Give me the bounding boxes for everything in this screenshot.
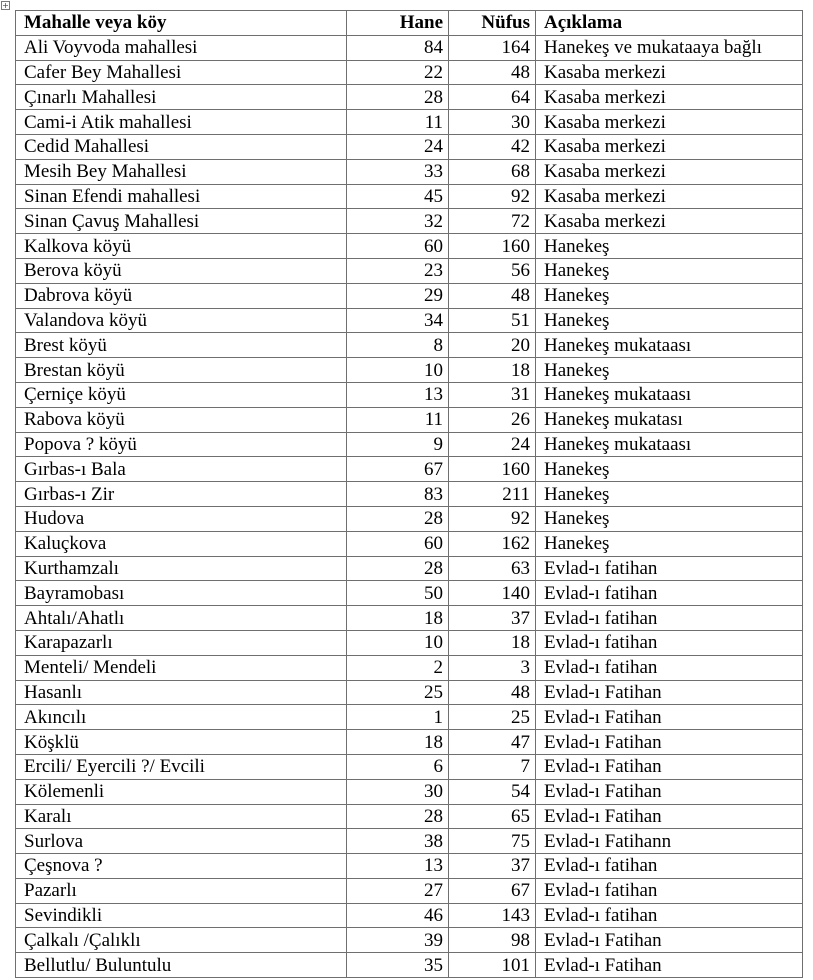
cell-nufus: 56 [449,258,536,283]
cell-name: Hudova [16,506,347,531]
cell-hane: 13 [347,854,449,879]
cell-hane: 28 [347,556,449,581]
cell-nufus: 25 [449,705,536,730]
cell-aciklama: Kasaba merkezi [536,159,803,184]
cell-aciklama: Hanekeş [536,308,803,333]
cell-aciklama: Kasaba merkezi [536,110,803,135]
cell-nufus: 143 [449,903,536,928]
header-aciklama: Açıklama [536,11,803,36]
cell-aciklama: Hanekeş mukataası [536,333,803,358]
table-row [16,159,803,184]
cell-hane: 24 [347,134,449,159]
cell-name: Kölemenli [16,779,347,804]
cell-name: Ali Voyvoda mahallesi [16,35,347,60]
cell-nufus: 140 [449,581,536,606]
cell-hane: 23 [347,258,449,283]
cell-name: Bayramobası [16,581,347,606]
cell-aciklama: Hanekeş [536,283,803,308]
cell-name: Çerniçe köyü [16,382,347,407]
table-row [16,854,803,879]
cell-aciklama: Hanekeş [536,506,803,531]
table-row [16,655,803,680]
cell-hane: 50 [347,581,449,606]
cell-aciklama: Hanekeş [536,482,803,507]
cell-aciklama: Hanekeş [536,358,803,383]
table-body [16,35,803,977]
cell-hane: 11 [347,407,449,432]
cell-hane: 11 [347,110,449,135]
cell-name: Çeşnova ? [16,854,347,879]
table-row [16,928,803,953]
table-row [16,779,803,804]
cell-name: Akıncılı [16,705,347,730]
cell-nufus: 20 [449,333,536,358]
table-header-row [16,11,803,36]
table-row [16,903,803,928]
cell-nufus: 92 [449,184,536,209]
cell-nufus: 48 [449,60,536,85]
table-row [16,556,803,581]
cell-nufus: 64 [449,85,536,110]
table-row [16,606,803,631]
cell-aciklama: Evlad-ı fatihan [536,581,803,606]
cell-hane: 33 [347,159,449,184]
cell-nufus: 162 [449,531,536,556]
cell-nufus: 67 [449,878,536,903]
cell-name: Pazarlı [16,878,347,903]
cell-aciklama: Hanekeş [536,531,803,556]
header-nufus: Nüfus [449,11,536,36]
cell-hane: 45 [347,184,449,209]
cell-name: Kurthamzalı [16,556,347,581]
table-row [16,705,803,730]
cell-nufus: 48 [449,680,536,705]
cell-name: Valandova köyü [16,308,347,333]
table-row [16,878,803,903]
table-row [16,85,803,110]
settlement-table [15,10,803,978]
cell-hane: 28 [347,506,449,531]
cell-name: Rabova köyü [16,407,347,432]
cell-hane: 28 [347,804,449,829]
cell-hane: 60 [347,234,449,259]
cell-nufus: 37 [449,854,536,879]
cell-hane: 1 [347,705,449,730]
cell-nufus: 30 [449,110,536,135]
cell-aciklama: Evlad-ı Fatihann [536,829,803,854]
cell-name: Mesih Bey Mahallesi [16,159,347,184]
cell-aciklama: Hanekeş [536,234,803,259]
cell-hane: 22 [347,60,449,85]
table-row [16,60,803,85]
cell-hane: 10 [347,358,449,383]
cell-aciklama: Hanekeş mukatası [536,407,803,432]
cell-nufus: 18 [449,630,536,655]
cell-name: Cafer Bey Mahallesi [16,60,347,85]
table-row [16,184,803,209]
cell-hane: 39 [347,928,449,953]
cell-aciklama: Evlad-ı fatihan [536,556,803,581]
cell-nufus: 68 [449,159,536,184]
cell-name: Hasanlı [16,680,347,705]
cell-nufus: 54 [449,779,536,804]
cell-name: Çalkalı /Çalıklı [16,928,347,953]
cell-aciklama: Hanekeş mukataası [536,432,803,457]
cell-name: Gırbas-ı Bala [16,457,347,482]
cell-nufus: 160 [449,234,536,259]
cell-hane: 8 [347,333,449,358]
header-hane: Hane [347,11,449,36]
cell-nufus: 92 [449,506,536,531]
cell-hane: 35 [347,953,449,978]
cell-aciklama: Hanekeş [536,457,803,482]
header-name: Mahalle veya köy [16,11,347,36]
cell-nufus: 63 [449,556,536,581]
cell-nufus: 164 [449,35,536,60]
cell-hane: 83 [347,482,449,507]
cell-name: Çınarlı Mahallesi [16,85,347,110]
table-row [16,630,803,655]
cell-nufus: 24 [449,432,536,457]
cell-name: Cami-i Atik mahallesi [16,110,347,135]
cell-hane: 29 [347,283,449,308]
cell-nufus: 51 [449,308,536,333]
cell-aciklama: Evlad-ı fatihan [536,878,803,903]
cell-aciklama: Kasaba merkezi [536,134,803,159]
cell-name: Brest köyü [16,333,347,358]
table-row [16,754,803,779]
cell-nufus: 75 [449,829,536,854]
cell-hane: 60 [347,531,449,556]
cell-nufus: 37 [449,606,536,631]
cell-aciklama: Kasaba merkezi [536,85,803,110]
cell-nufus: 101 [449,953,536,978]
table-row [16,730,803,755]
cell-nufus: 26 [449,407,536,432]
cell-aciklama: Kasaba merkezi [536,60,803,85]
table-row [16,134,803,159]
cell-hane: 18 [347,606,449,631]
table-row [16,308,803,333]
cell-hane: 38 [347,829,449,854]
table-row [16,333,803,358]
table-row [16,953,803,978]
cell-aciklama: Kasaba merkezi [536,184,803,209]
cell-aciklama: Evlad-ı Fatihan [536,680,803,705]
cell-name: Cedid Mahallesi [16,134,347,159]
cell-name: Menteli/ Mendeli [16,655,347,680]
cell-name: Brestan köyü [16,358,347,383]
cell-hane: 6 [347,754,449,779]
cell-nufus: 65 [449,804,536,829]
cell-aciklama: Evlad-ı Fatihan [536,730,803,755]
table-row [16,110,803,135]
cell-aciklama: Evlad-ı Fatihan [536,754,803,779]
table-row [16,531,803,556]
cell-aciklama: Evlad-ı fatihan [536,854,803,879]
cell-hane: 32 [347,209,449,234]
cell-nufus: 42 [449,134,536,159]
table-row [16,457,803,482]
table-row [16,829,803,854]
cell-name: Köşklü [16,730,347,755]
table-row [16,382,803,407]
cell-name: Kaluçkova [16,531,347,556]
cell-name: Popova ? köyü [16,432,347,457]
table-row [16,234,803,259]
cell-nufus: 98 [449,928,536,953]
table-row [16,680,803,705]
cell-aciklama: Evlad-ı Fatihan [536,804,803,829]
cell-aciklama: Evlad-ı Fatihan [536,928,803,953]
table-row [16,407,803,432]
cell-nufus: 31 [449,382,536,407]
cell-hane: 9 [347,432,449,457]
table-row [16,258,803,283]
table-row [16,581,803,606]
cell-aciklama: Evlad-ı Fatihan [536,953,803,978]
cell-name: Ercili/ Eyercili ?/ Evcili [16,754,347,779]
table-row [16,432,803,457]
cell-name: Bellutlu/ Buluntulu [16,953,347,978]
cell-name: Karapazarlı [16,630,347,655]
cell-name: Sinan Efendi mahallesi [16,184,347,209]
cell-name: Gırbas-ı Zir [16,482,347,507]
cell-hane: 34 [347,308,449,333]
cell-hane: 84 [347,35,449,60]
table-row [16,506,803,531]
cell-hane: 30 [347,779,449,804]
cell-hane: 10 [347,630,449,655]
cell-hane: 13 [347,382,449,407]
cell-hane: 67 [347,457,449,482]
cell-aciklama: Evlad-ı fatihan [536,655,803,680]
cell-hane: 18 [347,730,449,755]
cell-aciklama: Evlad-ı fatihan [536,606,803,631]
cell-nufus: 72 [449,209,536,234]
cell-nufus: 211 [449,482,536,507]
cell-name: Dabrova köyü [16,283,347,308]
table-row [16,283,803,308]
cell-nufus: 47 [449,730,536,755]
cell-hane: 46 [347,903,449,928]
cell-name: Ahtalı/Ahatlı [16,606,347,631]
cell-aciklama: Evlad-ı fatihan [536,903,803,928]
cell-name: Surlova [16,829,347,854]
cell-aciklama: Evlad-ı Fatihan [536,779,803,804]
cell-hane: 28 [347,85,449,110]
cell-aciklama: Hanekeş ve mukataaya bağlı [536,35,803,60]
table-row [16,209,803,234]
table-row [16,35,803,60]
cell-name: Sinan Çavuş Mahallesi [16,209,347,234]
table-row [16,482,803,507]
cell-name: Karalı [16,804,347,829]
table-move-handle-icon[interactable]: + [2,1,9,10]
cell-hane: 25 [347,680,449,705]
cell-name: Sevindikli [16,903,347,928]
cell-hane: 27 [347,878,449,903]
cell-nufus: 3 [449,655,536,680]
cell-name: Kalkova köyü [16,234,347,259]
cell-nufus: 7 [449,754,536,779]
cell-nufus: 160 [449,457,536,482]
cell-aciklama: Hanekeş [536,258,803,283]
cell-aciklama: Evlad-ı fatihan [536,630,803,655]
cell-aciklama: Hanekeş mukataası [536,382,803,407]
table-row [16,804,803,829]
cell-aciklama: Evlad-ı Fatihan [536,705,803,730]
cell-aciklama: Kasaba merkezi [536,209,803,234]
cell-nufus: 18 [449,358,536,383]
table-row [16,358,803,383]
cell-nufus: 48 [449,283,536,308]
cell-hane: 2 [347,655,449,680]
cell-name: Berova köyü [16,258,347,283]
